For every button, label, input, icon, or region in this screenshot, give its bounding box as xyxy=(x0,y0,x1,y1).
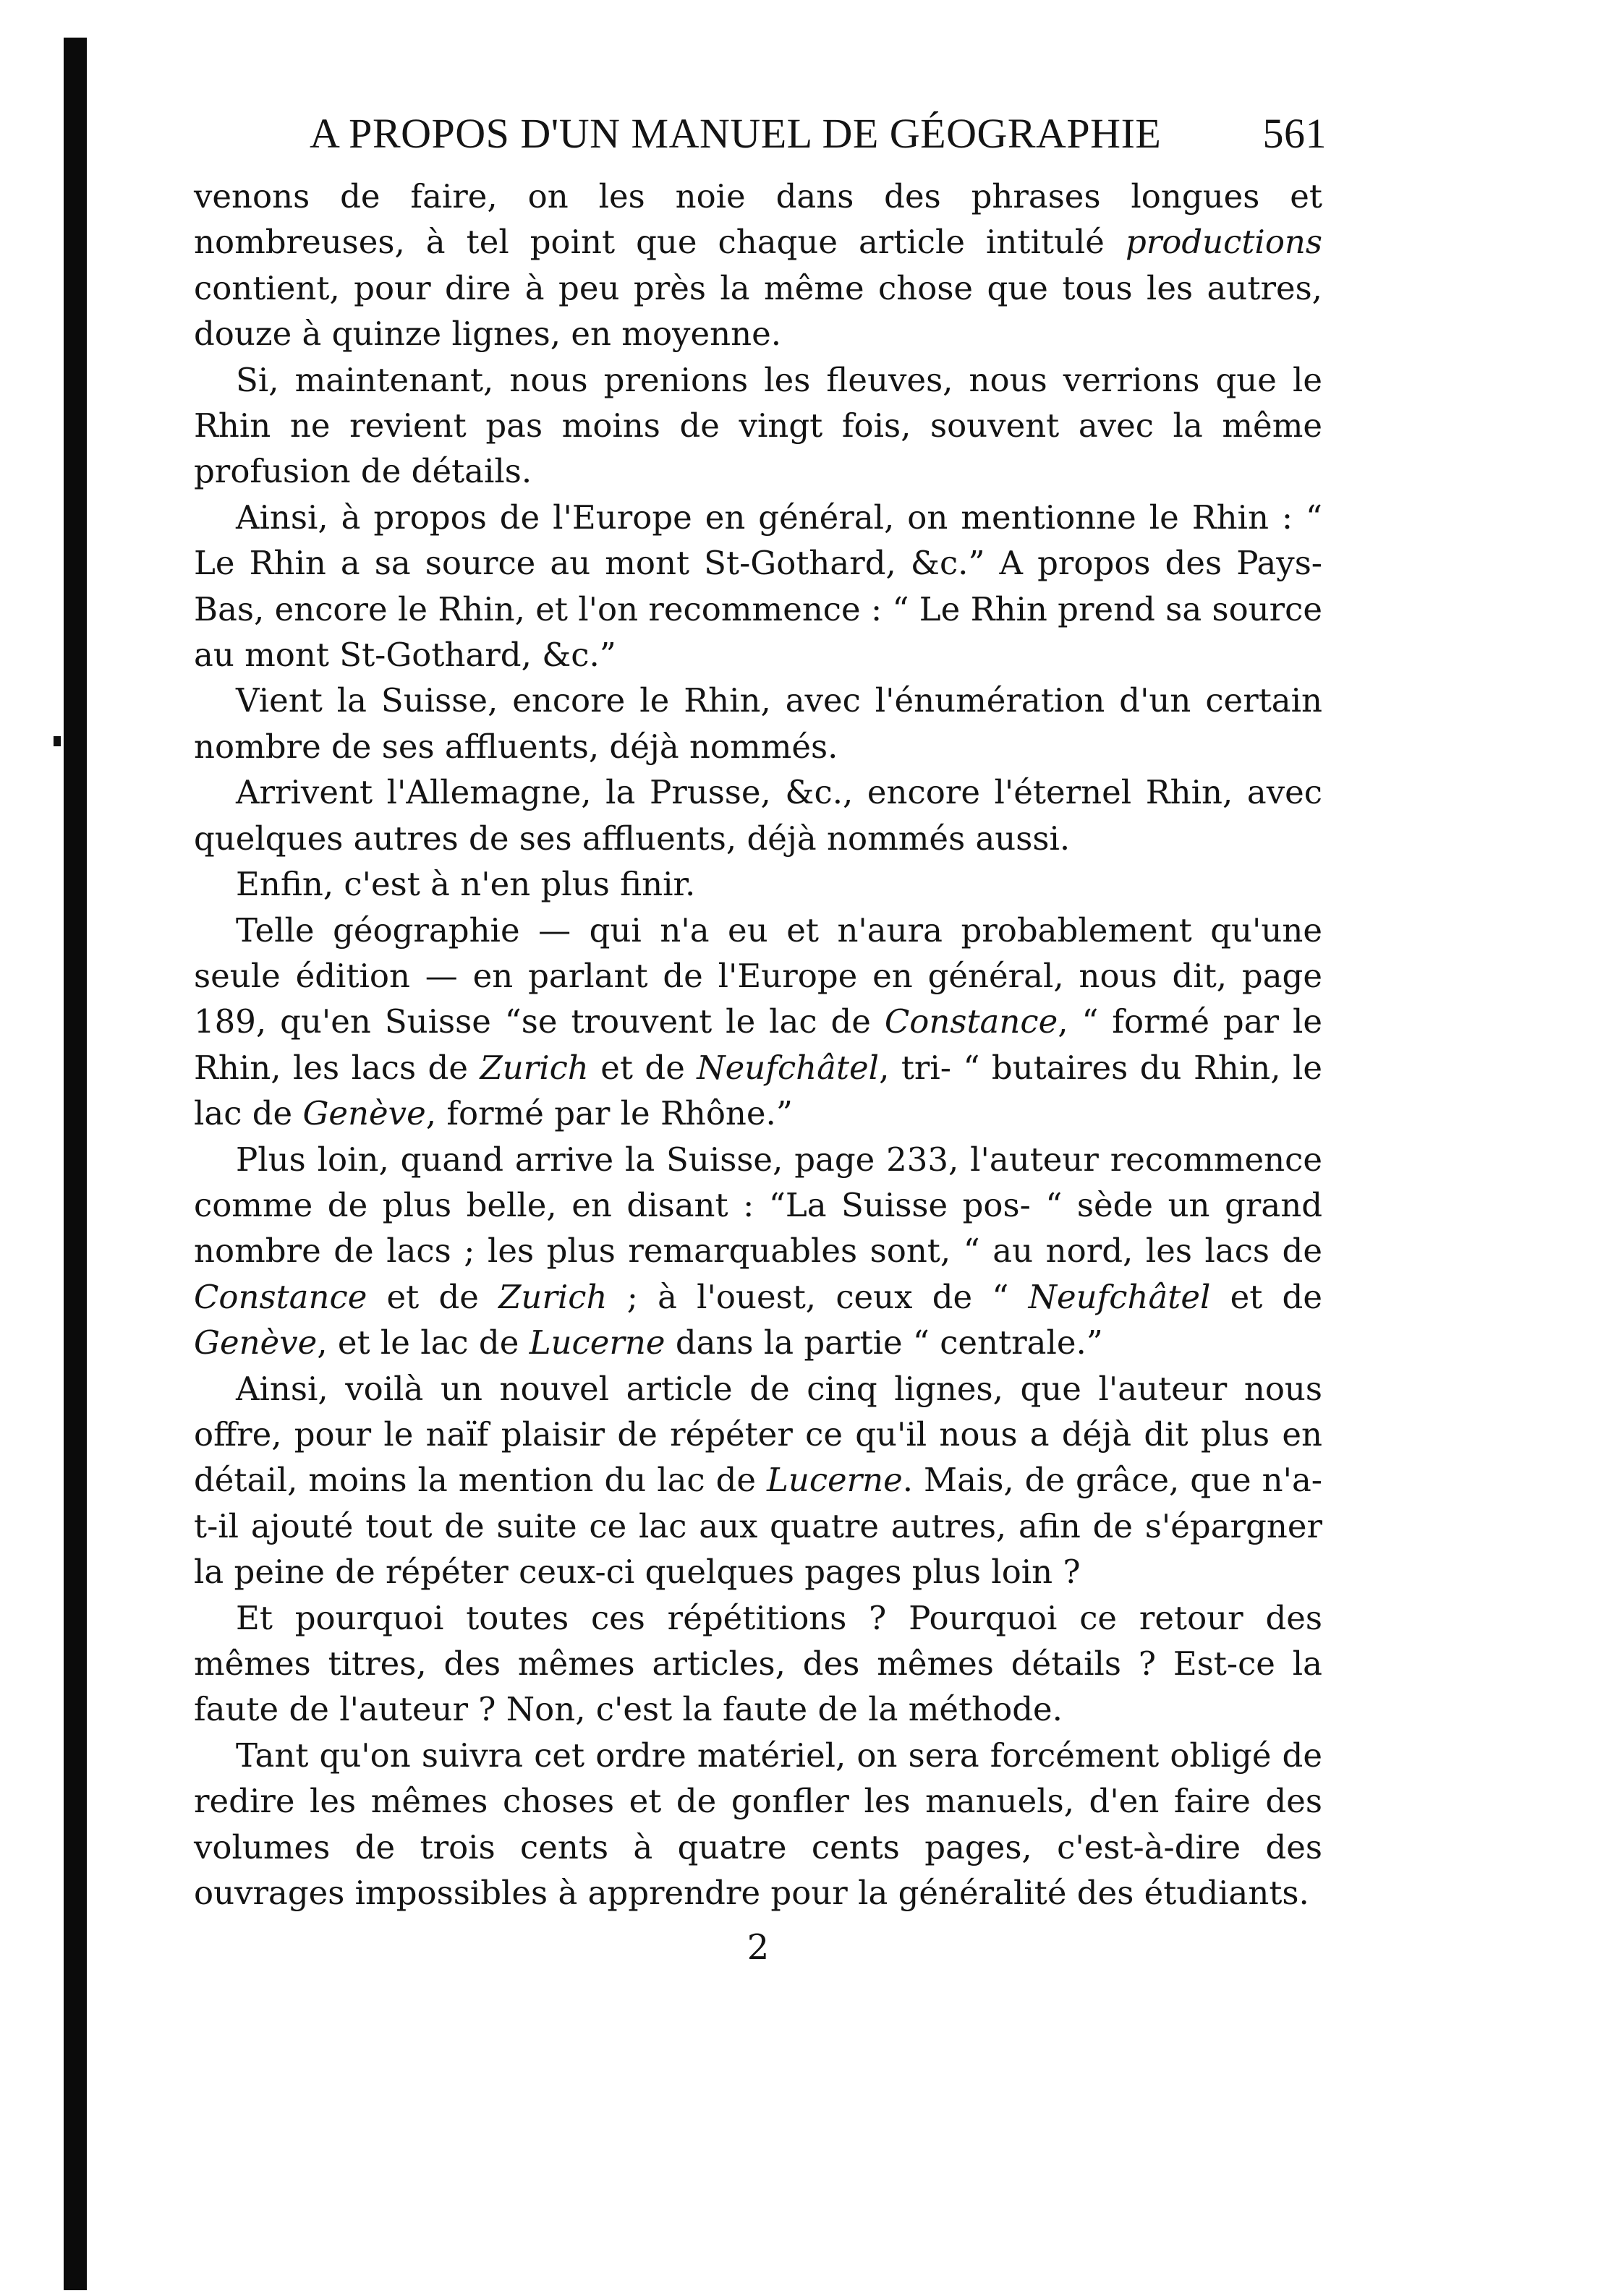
page-binding-edge xyxy=(64,38,87,2290)
text-segment: , “ formé par le Rhin, les lacs de xyxy=(194,1002,1322,1087)
paragraph xyxy=(194,1366,1322,1595)
running-title: A PROPOS D'UN MANUEL DE GÉOGRAPHIE xyxy=(310,110,1162,157)
paragraph xyxy=(194,861,1322,907)
text-segment: . Mais, de grâce, que n'a-t-il ajouté tout de suite ce lac aux quatre autres, afin de s'épargner la peine de répéter ceux-ci quelques pages plus loin ? xyxy=(194,1461,1323,1592)
italic-text: Constance xyxy=(194,1277,367,1316)
italic-text: Genève xyxy=(302,1094,426,1133)
signature-mark: 2 xyxy=(747,1927,770,1968)
italic-text: Zurich xyxy=(498,1277,608,1316)
italic-text: productions xyxy=(1125,223,1322,262)
paragraph xyxy=(194,908,1322,1137)
page-binding-speck xyxy=(54,736,61,746)
text-segment: et de xyxy=(367,1277,499,1316)
paragraph xyxy=(194,495,1322,678)
text-segment: Enfin, c'est à n'en plus finir. xyxy=(236,865,696,904)
text-segment: venons de faire, on les noie dans des phrases longues et nombreuses, à tel point que chaque article intitulé xyxy=(194,177,1322,262)
running-head xyxy=(194,101,1327,166)
text-segment: , et le lac de xyxy=(317,1323,530,1362)
text-segment: Ainsi, voilà un nouvel article de cinq lignes, que l'auteur nous offre, pour le naïf plaisir de répéter ce qu'il nous a déjà dit plus en détail, moins la mention du lac de xyxy=(194,1369,1322,1500)
text-segment: dans la partie “ centrale.” xyxy=(665,1323,1103,1362)
text-segment: Vient la Suisse, encore le Rhin, avec l'énumération d'un certain nombre de ses affluents, déjà nommés. xyxy=(194,681,1322,766)
text-segment: , formé par le Rhône.” xyxy=(425,1094,793,1133)
italic-text: Neufchâtel xyxy=(697,1048,880,1087)
text-segment: Telle géographie — qui n'a eu et n'aura probablement qu'une seule édition — en parlant de l'Europe en général, nous dit, page 189, qu'en Suisse “se trouvent le lac de xyxy=(194,910,1322,1041)
text-segment: ; à l'ouest, ceux de “ xyxy=(607,1277,1029,1316)
italic-text: Constance xyxy=(884,1002,1058,1041)
italic-text: Neufchâtel xyxy=(1028,1277,1211,1316)
text-segment: Plus loin, quand arrive la Suisse, page 233, l'auteur recommence comme de plus belle, en disant : “La Suisse pos- “ sède un grand nombre de lacs ; les plus remarquables sont, “ au nord, les lacs de xyxy=(194,1140,1322,1271)
paragraph xyxy=(194,1595,1322,1733)
text-segment: contient, pour dire à peu près la même chose que tous les autres, douze à quinze lignes, en moyenne. xyxy=(194,268,1322,354)
body-text xyxy=(194,174,1322,1916)
italic-text: Lucerne xyxy=(529,1323,665,1362)
text-segment: Et pourquoi toutes ces répétitions ? Pourquoi ce retour des mêmes titres, des mêmes articles, des mêmes détails ? Est-ce la faute de l'auteur ? Non, c'est la faute de la méthode. xyxy=(194,1598,1322,1729)
paragraph xyxy=(194,1733,1322,1916)
italic-text: Lucerne xyxy=(766,1461,903,1500)
italic-text: Zurich xyxy=(480,1048,589,1087)
page-number: 561 xyxy=(1262,110,1327,157)
text-segment: et de xyxy=(1210,1277,1322,1316)
text-segment: Ainsi, à propos de l'Europe en général, on mentionne le Rhin : “ Le Rhin a sa source au mont St-Gothard, &c.” A propos des Pays-Bas, encore le Rhin, et l'on recommence : “ Le Rhin prend sa source au mont St-Gothard, &c.” xyxy=(194,498,1322,675)
text-segment: , tri- “ butaires du Rhin, le lac de xyxy=(194,1048,1322,1133)
paragraph xyxy=(194,1137,1322,1366)
paragraph xyxy=(194,357,1322,495)
text-segment: Si, maintenant, nous prenions les fleuves, nous verrions que le Rhin ne revient pas moins de vingt fois, souvent avec la même profusion de détails. xyxy=(194,360,1322,491)
paragraph xyxy=(194,678,1322,769)
text-segment: Tant qu'on suivra cet ordre matériel, on sera forcément obligé de redire les mêmes choses et de gonfler les manuels, d'en faire des volumes de trois cents à quatre cents pages, c'est-à-dire des ouvrages impossibles à apprendre pour la généralité des étudiants. xyxy=(194,1736,1322,1913)
text-segment: Arrivent l'Allemagne, la Prusse, &c., encore l'éternel Rhin, avec quelques autres de ses affluents, déjà nommés aussi. xyxy=(194,773,1322,858)
document-page xyxy=(194,101,1327,1969)
paragraph xyxy=(194,769,1322,861)
paragraph xyxy=(194,174,1322,357)
text-segment: et de xyxy=(588,1048,697,1087)
italic-text: Genève xyxy=(194,1323,318,1362)
